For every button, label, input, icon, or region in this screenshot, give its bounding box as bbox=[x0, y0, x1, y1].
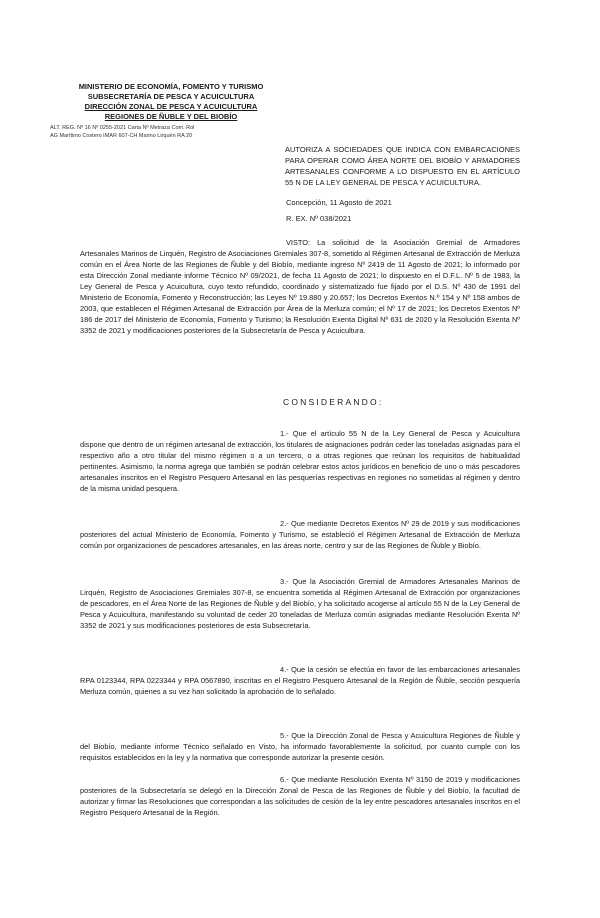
considerando-heading: CONSIDERANDO: bbox=[283, 397, 384, 407]
zonal-directorate-name: DIRECCIÓN ZONAL DE PESCA Y ACUICULTURA bbox=[84, 102, 258, 111]
reference-line: AG Marítimo Costero IMAR 607-CH Marino Lirquén RA 20 bbox=[50, 132, 193, 139]
resolution-date: Concepción, 11 Agosto de 2021 bbox=[286, 198, 392, 207]
considerando-paragraph-6: 6.- Que mediante Resolución Exenta Nº 3150 de 2019 y modificaciones posteriores de la Subsecretaría se delegó en la Dirección Zonal de Pesca de las Regiones de Ñuble y del Biobío, la facultad de autorizar y firmar las Resoluciones que correspondan a las solicitudes de cesión de la ley entre pescadores artesanales inscritos en el Registro Pesquero Artesanal de la Región. bbox=[80, 775, 520, 817]
regions-name: REGIONES DE ÑUBLE Y DEL BIOBÍO bbox=[104, 112, 238, 121]
reference-line: ALT. REG. Nº 16 Nº 0255-2021 Carta Nº Metraza Com. Rol bbox=[50, 125, 195, 131]
resolution-number: R. EX. Nº 038/2021 bbox=[286, 214, 352, 223]
reference-block bbox=[50, 125, 280, 140]
ministry-header bbox=[62, 82, 280, 122]
considerando-paragraph-4: 4.- Que la cesión se efectúa en favor de las embarcaciones artesanales RPA 0123344, RPA 0223344 y RPA 0567890, inscritas en el Registro Pesquero Artesanal de la Región de Ñuble, sección pesquería Merluza común, quienes a su vez han solicitado la aprobación de lo señalado. bbox=[80, 665, 520, 696]
resolution-title: AUTORIZA A SOCIEDADES QUE INDICA CON EMBARCACIONES PARA OPERAR COMO ÁREA NORTE DEL BIOBÍO Y ARMADORES ARTESANALES CONFORME A LO DISPUESTO EN EL ARTÍCULO 55 N DE LA LEY GENERAL DE PESCA Y ACUICULTURA. bbox=[285, 145, 520, 187]
considerando-paragraph-5: 5.- Que la Dirección Zonal de Pesca y Acuicultura Regiones de Ñuble y del Biobío, mediante informe Técnico señalado en Visto, ha informado favorablemente la solicitud, por cuanto cumple con los requisitos establecidos en la ley y la normativa que corresponde autorizar la presente cesión. bbox=[80, 731, 520, 762]
considerando-paragraph-2: 2.- Que mediante Decretos Exentos Nº 29 de 2019 y sus modificaciones posteriores del actual Ministerio de Economía, Fomento y Turismo, se estableció el Régimen Artesanal de Extracción de Merluza común por organizaciones de pescadores artesanales, en las áreas norte, centro y sur de las Regiones de Ñuble y Biobío. bbox=[80, 519, 520, 550]
considerando-paragraph-1: 1.- Que el artículo 55 N de la Ley General de Pesca y Acuicultura dispone que dentro de un régimen artesanal de extracción, los titulares de asignaciones podrán ceder las toneladas asignadas para el respectivo año a otro titular del mismo régimen o a un tercero, o a otras regiones que reúnan los requisitos de habitualidad pertinentes. Asimismo, la norma agrega que también se podrán celebrar estos actos jurídicos en beneficio de uno o más pescadores artesanales inscritos en el Registro Pesquero Artesanal en las pesquerías respectivas en regiones no sometidas al régimen y dentro de la misma unidad pesquera. bbox=[80, 429, 520, 493]
considerando-paragraph-3: 3.- Que la Asociación Gremial de Armadores Artesanales Marinos de Lirquén, Registro de Asociaciones Gremiales 307-8, se encuentra sometida al Régimen Artesanal de Extracción por organizaciones de pescadores, en el Área Norte de las Regiones de Ñuble y del Biobío, y ha solicitado acogerse al artículo 55 N de la Ley General de Pesca y Acuicultura, manifestando su voluntad de ceder 20 toneladas de Merluza común asignadas mediante Resolución Exenta Nº 3352 de 2021 y sus modificaciones posteriores de esta Subsecretaría. bbox=[80, 577, 520, 630]
undersecretariat-name: SUBSECRETARÍA DE PESCA Y ACUICULTURA bbox=[87, 92, 255, 101]
visto-paragraph: VISTO: La solicitud de la Asociación Gremial de Armadores Artesanales Marinos de Lirquén, Registro de Asociaciones Gremiales 307-8, sometido al Régimen Artesanal de Extracción de Merluza común en el Área Norte de las Regiones de Ñuble y del Biobío, mediante ingreso Nº 2419 de 11 Agosto de 2021; lo informado por esta Dirección Zonal mediante informe Técnico Nº 09/2021, de fecha 11 Agosto de 2021; lo dispuesto en el D.F.L. Nº 5 de 1983, la Ley General de Pesca y Acuicultura, cuyo texto refundido, coordinado y sistematizado fue fijado por el D.S. Nº 430 de 1991 del Ministerio de Economía, Fomento y Reconstrucción; las Leyes Nº 19.880 y 20.657; los Decretos Exentos N.º 154 y Nº 158 ambos de 2003, que establecen el Régimen Artesanal de Extracción por Área de la Merluza común; el Nº 17 de 2021; los Decretos Exentos Nº 186 de 2017 del Ministerio de Economía, Fomento y Turismo; la Resolución Exenta Digital Nº 631 de 2020 y la Resolución Exenta Nº 3352 de 2021 y modificaciones posteriores de la Subsecretaría de Pesca y Acuicultura. bbox=[80, 238, 520, 335]
ministry-name: MINISTERIO DE ECONOMÍA, FOMENTO Y TURISMO bbox=[78, 82, 264, 91]
